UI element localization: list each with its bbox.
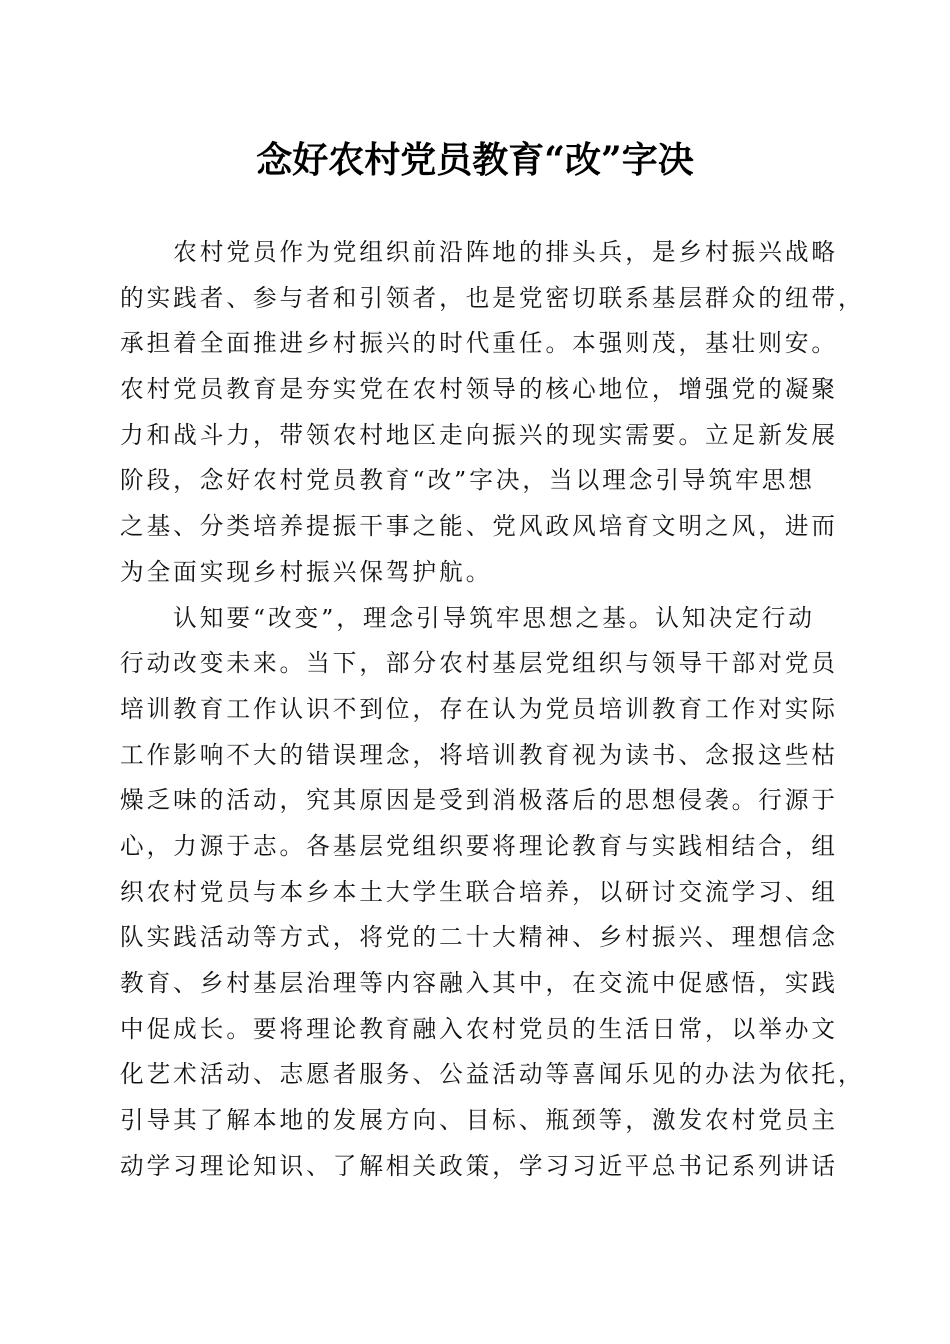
body-line-10: 行动改变未来。当下，部分农村基层党组织与领导干部对党员	[120, 649, 839, 678]
body-line-21: 动学习理论知识、了解相关政策，学习习近平总书记系列讲话	[120, 1151, 839, 1180]
body-line-17: 教育、乡村基层治理等内容融入其中，在交流中促感悟，实践	[120, 969, 839, 997]
body-line-1: 农村党员作为党组织前沿阵地的排头兵，是乡村振兴战略	[120, 238, 839, 266]
body-line-5: 力和战斗力，带领农村地区走向振兴的现实需要。立足新发展	[120, 420, 839, 449]
body-line-3: 承担着全面推进乡村振兴的时代重任。本强则茂，基壮则安。	[120, 329, 839, 358]
body-line-19: 化艺术活动、志愿者服务、公益活动等喜闻乐见的办法为依托，	[120, 1060, 865, 1089]
body-line-7: 之基、分类培养提振干事之能、党风政风培育文明之风，进而	[120, 512, 839, 541]
body-line-15: 织农村党员与本乡本土大学生联合培养，以研讨交流学习、组	[120, 877, 839, 906]
body-line-14: 心，力源于志。各基层党组织要将理论教育与实践相结合，组	[120, 831, 839, 860]
body-line-11: 培训教育工作认识不到位，存在认为党员培训教育工作对实际	[120, 694, 839, 723]
body-line-8: 为全面实现乡村振兴保驾护航。	[120, 557, 493, 586]
body-line-2: 的实践者、参与者和引领者，也是党密切联系基层群众的纽带，	[120, 283, 865, 312]
body-line-12: 工作影响不大的错误理念，将培训教育视为读书、念报这些枯	[120, 740, 839, 769]
document-title: 念好农村党员教育“改”字决	[256, 139, 694, 181]
body-line-16: 队实践活动等方式，将党的二十大精神、乡村振兴、理想信念	[120, 923, 839, 952]
body-line-13: 燥乏味的活动，究其原因是受到消极落后的思想侵袭。行源于	[120, 786, 839, 815]
document-body	[120, 230, 865, 1189]
body-line-18: 中促成长。要将理论教育融入农村党员的生活日常，以举办文	[120, 1014, 839, 1043]
body-line-20: 引导其了解本地的发展方向、目标、瓶颈等，激发农村党员主	[120, 1106, 839, 1135]
body-line-6: 阶段，念好农村党员教育“改”字决，当以理念引导筑牢思想	[120, 466, 815, 495]
body-line-9: 认知要“改变”，理念引导筑牢思想之基。认知决定行动	[120, 603, 815, 632]
body-line-4: 农村党员教育是夯实党在农村领导的核心地位，增强党的凝聚	[120, 375, 839, 404]
